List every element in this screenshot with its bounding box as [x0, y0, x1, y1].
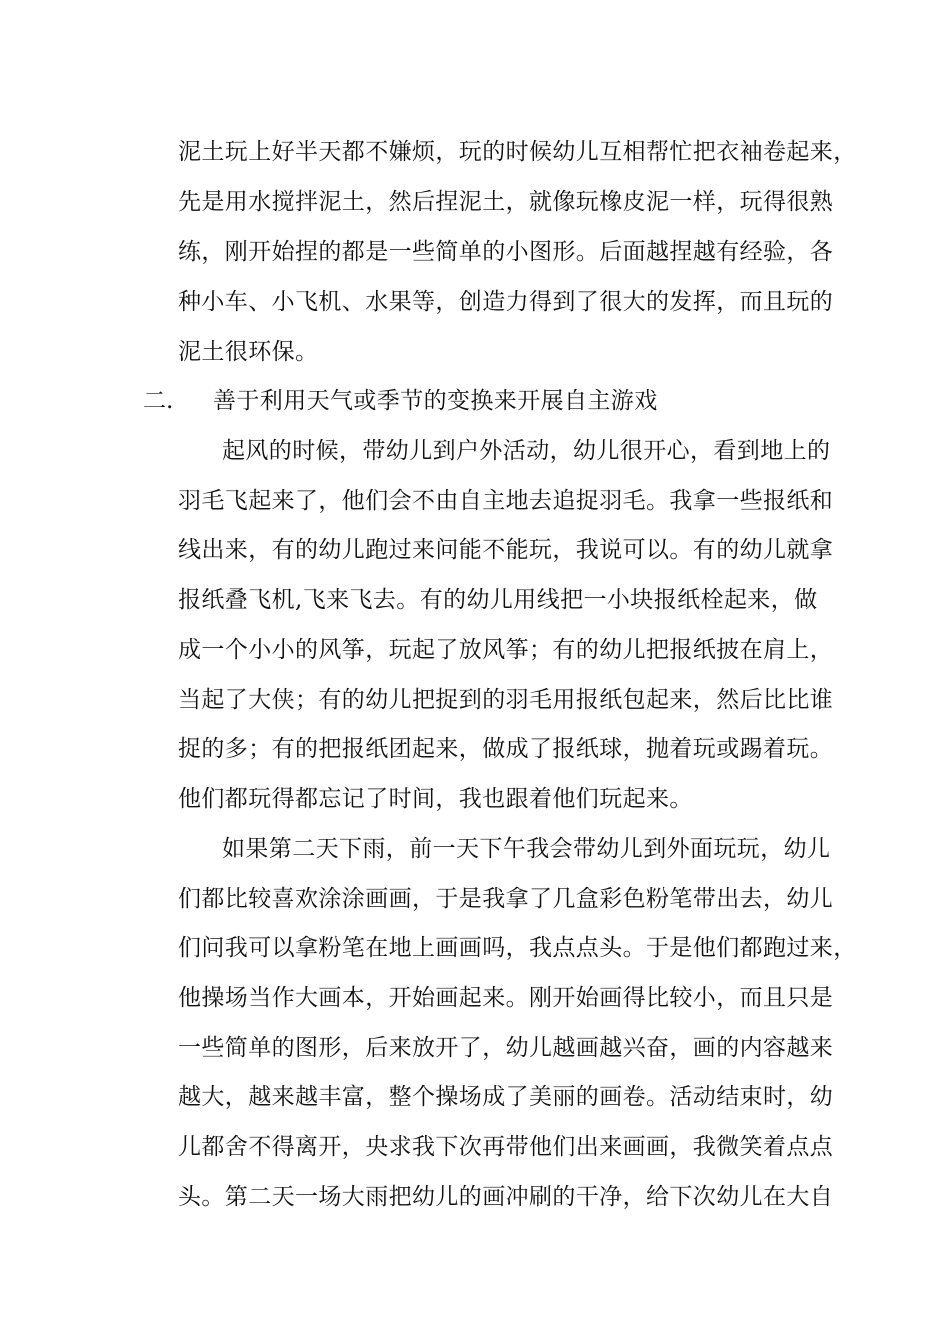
paragraph-line: 他们都玩得都忘记了时间，我也跟着他们玩起来。 [178, 786, 693, 812]
paragraph-line: 泥土很环保。 [178, 339, 319, 365]
paragraph-line: 头。第二天一场大雨把幼儿的画冲刷的干净，给下次幼儿在大自 [178, 1184, 834, 1210]
paragraph-line: 他操场当作大画本，开始画起来。刚开始画得比较小，而且只是 [178, 985, 834, 1011]
paragraph-line: 泥土玩上好半天都不嫌烦，玩的时候幼儿互相帮忙把衣袖卷起来， [178, 139, 857, 165]
paragraph-line: 成一个小小的风筝，玩起了放风筝；有的幼儿把报纸披在肩上， [178, 637, 834, 663]
paragraph-line: 捉的多；有的把报纸团起来，做成了报纸球，抛着玩或踢着玩。 [178, 736, 834, 762]
paragraph-line: 线出来，有的幼儿跑过来问能不能玩，我说可以。有的幼儿就拿 [178, 537, 834, 563]
paragraph-line: 如果第二天下雨，前一天下午我会带幼儿到外面玩玩，幼儿 [222, 836, 831, 862]
paragraph-line: 先是用水搅拌泥土，然后捏泥土，就像玩橡皮泥一样，玩得很熟 [178, 189, 834, 215]
paragraph-line: 们问我可以拿粉笔在地上画画吗，我点点头。于是他们都跑过来， [178, 935, 857, 961]
section-heading-text: 善于利用天气或季节的变换来开展自主游戏 [213, 388, 658, 414]
paragraph-line: 们都比较喜欢涂涂画画，于是我拿了几盒彩色粉笔带出去，幼儿 [178, 886, 834, 912]
paragraph-line: 当起了大侠；有的幼儿把捉到的羽毛用报纸包起来，然后比比谁 [178, 687, 834, 713]
paragraph-line: 起风的时候，带幼儿到户外活动，幼儿很开心，看到地上的 [222, 438, 831, 464]
paragraph-line: 儿都舍不得离开，央求我下次再带他们出来画画，我微笑着点点 [178, 1134, 834, 1160]
paragraph-line: 越大，越来越丰富，整个操场成了美丽的画卷。活动结束时，幼 [178, 1084, 834, 1110]
paragraph-line: 种小车、小飞机、水果等，创造力得到了很大的发挥，而且玩的 [178, 289, 834, 315]
paragraph-line: 一些简单的图形，后来放开了，幼儿越画越兴奋，画的内容越来 [178, 1035, 834, 1061]
section-heading-number: 二. [143, 388, 174, 414]
paragraph-line: 练，刚开始捏的都是一些简单的小图形。后面越捏越有经验，各 [178, 239, 834, 265]
paragraph-line: 羽毛飞起来了，他们会不由自主地去追捉羽毛。我拿一些报纸和 [178, 488, 834, 514]
paragraph-line: 报纸叠飞机,飞来飞去。有的幼儿用线把一小块报纸栓起来，做 [178, 587, 818, 613]
